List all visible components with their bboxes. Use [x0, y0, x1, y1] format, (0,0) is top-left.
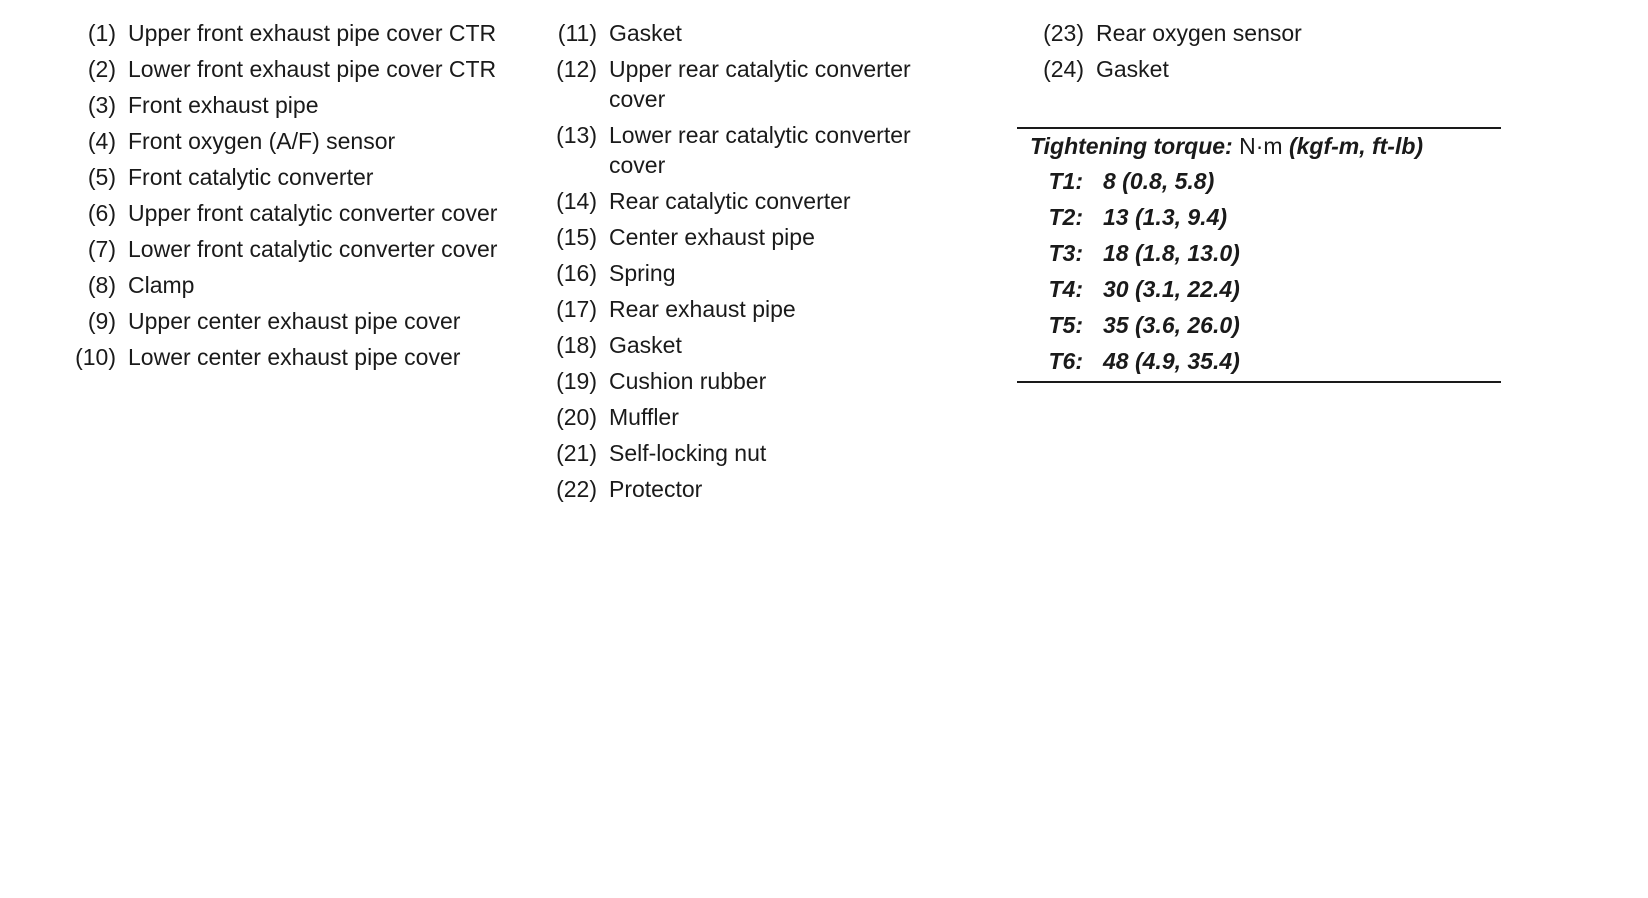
legend-item [1030, 54, 1500, 84]
legend-item [543, 258, 973, 288]
torque-value: 35 (3.6, 26.0) [1103, 312, 1240, 338]
legend-number: (1) [87, 20, 116, 46]
torque-value: 13 (1.3, 9.4) [1103, 204, 1228, 230]
legend-column-2 [543, 18, 973, 510]
legend-label: Front exhaust pipe [128, 92, 319, 118]
legend-item [62, 234, 532, 264]
legend-item [543, 120, 973, 180]
legend-label: Upper rear catalytic converter cover [609, 56, 911, 112]
legend-number: (17) [556, 296, 597, 322]
legend-item [62, 126, 532, 156]
torque-value: 30 (3.1, 22.4) [1103, 276, 1240, 302]
legend-number: (18) [556, 332, 597, 358]
legend-label: Rear exhaust pipe [609, 296, 796, 322]
legend-item [543, 186, 973, 216]
legend-number: (19) [556, 368, 597, 394]
legend-label: Lower rear catalytic converter cover [609, 122, 911, 178]
legend-label: Gasket [1096, 56, 1169, 82]
torque-key: T5: [1048, 312, 1083, 338]
legend-number: (24) [1043, 56, 1084, 82]
legend-number: (15) [556, 224, 597, 250]
legend-list [543, 18, 973, 504]
torque-table [1017, 127, 1501, 383]
legend-item [62, 18, 532, 48]
legend-item [543, 474, 973, 504]
legend-list [1030, 18, 1500, 84]
legend-label: Upper front exhaust pipe cover CTR [128, 20, 497, 46]
legend-item [543, 222, 973, 252]
legend-label: Rear oxygen sensor [1096, 20, 1302, 46]
torque-row [1017, 307, 1501, 343]
legend-item [62, 90, 532, 120]
legend-label: Center exhaust pipe [609, 224, 815, 250]
torque-title: Tightening torque: [1030, 133, 1233, 159]
legend-number: (21) [556, 440, 597, 466]
legend-item [62, 270, 532, 300]
legend-label: Self-locking nut [609, 440, 767, 466]
legend-label: Front catalytic converter [128, 164, 374, 190]
legend-column-1 [62, 18, 532, 378]
legend-item [62, 198, 532, 228]
legend-number: (16) [556, 260, 597, 286]
legend-item [62, 306, 532, 336]
legend-item [543, 294, 973, 324]
torque-row [1017, 271, 1501, 307]
legend-number: (8) [87, 272, 116, 298]
torque-key: T6: [1048, 348, 1083, 374]
legend-label: Spring [609, 260, 676, 286]
legend-number: (20) [556, 404, 597, 430]
legend-label: Muffler [609, 404, 679, 430]
legend-label: Protector [609, 476, 703, 502]
legend-label: Lower front exhaust pipe cover CTR [128, 56, 497, 82]
legend-number: (7) [87, 236, 116, 262]
legend-label: Front oxygen (A/F) sensor [128, 128, 396, 154]
torque-unit-alt: (kgf-m, ft-lb) [1288, 133, 1424, 159]
legend-number: (4) [87, 128, 116, 154]
torque-value: 8 (0.8, 5.8) [1103, 168, 1215, 194]
torque-row [1017, 199, 1501, 235]
legend-item [1030, 18, 1500, 48]
torque-key: T2: [1048, 204, 1083, 230]
torque-key: T1: [1048, 168, 1083, 194]
legend-item [543, 18, 973, 48]
legend-label: Gasket [609, 20, 682, 46]
legend-item [543, 438, 973, 468]
legend-number: (11) [557, 20, 597, 46]
torque-key: T4: [1048, 276, 1083, 302]
torque-key: T3: [1048, 240, 1083, 266]
torque-header [1017, 129, 1501, 163]
legend-label: Upper center exhaust pipe cover [128, 308, 461, 334]
legend-label: Clamp [128, 272, 195, 298]
legend-number: (2) [87, 56, 116, 82]
legend-label: Gasket [609, 332, 682, 358]
legend-label: Lower front catalytic converter cover [128, 236, 498, 262]
legend-label: Lower center exhaust pipe cover [128, 344, 461, 370]
legend-number: (9) [87, 308, 116, 334]
torque-row [1017, 235, 1501, 271]
legend-label: Cushion rubber [609, 368, 767, 394]
legend-item [543, 54, 973, 114]
legend-label: Upper front catalytic converter cover [128, 200, 498, 226]
legend-item [62, 162, 532, 192]
legend-item [543, 402, 973, 432]
legend-number: (14) [556, 188, 597, 214]
legend-number: (6) [87, 200, 116, 226]
legend-column-3 [1030, 18, 1500, 90]
legend-label: Rear catalytic converter [609, 188, 851, 214]
legend-list [62, 18, 532, 372]
torque-row [1017, 163, 1501, 199]
legend-item [62, 54, 532, 84]
torque-value: 48 (4.9, 35.4) [1103, 348, 1240, 374]
legend-number: (22) [556, 476, 597, 502]
torque-value: 18 (1.8, 13.0) [1103, 240, 1240, 266]
legend-item [543, 330, 973, 360]
legend-number: (10) [75, 344, 116, 370]
legend-item [62, 342, 532, 372]
legend-number: (13) [556, 122, 597, 148]
legend-number: (3) [87, 92, 116, 118]
torque-row [1017, 343, 1501, 379]
legend-number: (23) [1043, 20, 1084, 46]
torque-unit: N·m [1239, 133, 1283, 159]
legend-number: (5) [87, 164, 116, 190]
legend-number: (12) [556, 56, 597, 82]
legend-item [543, 366, 973, 396]
